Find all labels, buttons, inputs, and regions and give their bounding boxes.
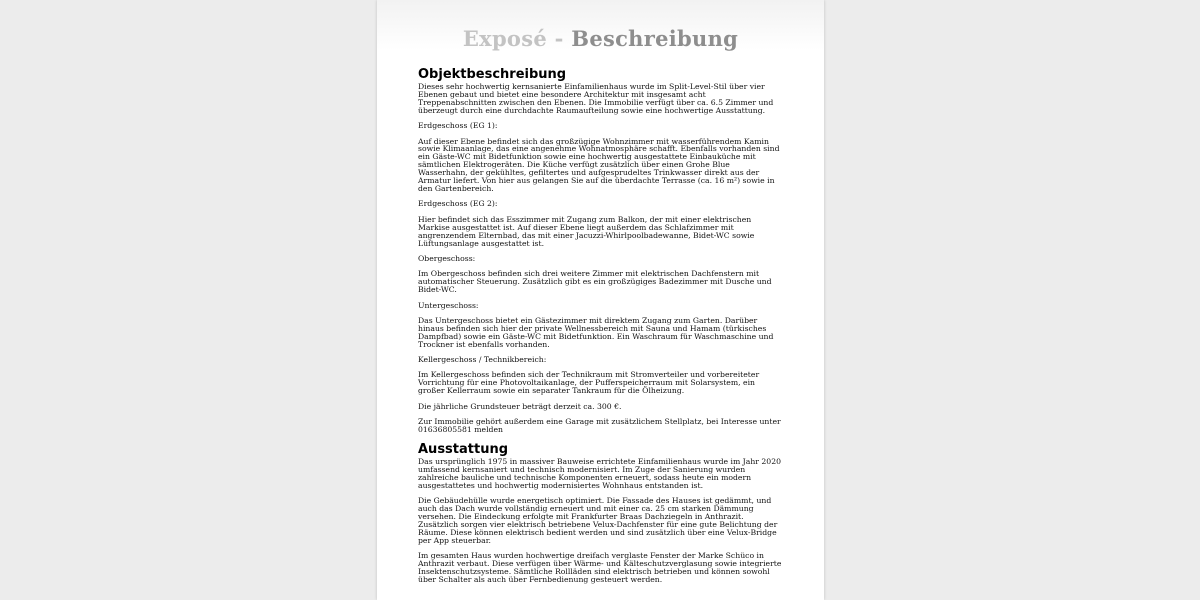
floor-label: Kellergeschoss / Technikbereich: [418,355,547,365]
title-main: Beschreibung [571,26,739,51]
paragraph: Im Kellergeschoss befinden sich der Technikraum mit Stromverteiler und vorbereiteter Vorrichtung für eine Photovoltaikanlage, der Pufferspeicherraum mit Solarsystem, ein großer Kellerraum sowie ein separater Tankraum für die Ölheizung. [418,370,760,396]
floor-label: Erdgeschoss (EG 2): [418,199,498,209]
section-objektbeschreibung [418,67,782,434]
paragraph: Hier befindet sich das Esszimmer mit Zugang zum Balkon, der mit einer elektrischen Markise ausgestattet ist. Auf dieser Ebene liegt außerdem das Schlafzimmer mit angrenzendem Elternbad, das mit einer Jacuzzi-Whirlpoolbadewanne, Bidet-WC sowie Lüftungsanlage ausgestattet ist. [418,214,755,248]
section-ausstattung [418,442,782,584]
floor-label: Untergeschoss: [418,300,479,310]
paragraph: Im gesamten Haus wurden hochwertige dreifach verglaste Fenster der Marke Schüco in Anthrazit verbaut. Diese verfügen über Wärme- und Kälteschutzverglasung sowie integrierte Insektenschutzsysteme. Sämtliche Rollläden sind elektrisch betrieben und können sowohl über Schalter als auch über Fernbedienung gesteuert werden. [418,550,782,584]
paragraph: Im Obergeschoss befinden sich drei weitere Zimmer mit elektrischen Dachfenstern mit automatischer Steuerung. Zusätzlich gibt es ein großzügiges Badezimmer mit Dusche und Bidet-WC. [418,269,772,295]
section-heading: Objektbeschreibung [418,67,567,82]
document-body [418,67,782,591]
paragraph: Das Untergeschoss bietet ein Gästezimmer mit direktem Zugang zum Garten. Darüber hinaus befinden sich hier der private Wellnessbereich mit Sauna und Hamam (türkisches Dampfbad) sowie ein Gäste-WC mit Bidetfunktion. Ein Waschraum für Waschmaschine und Trockner ist ebenfalls vorhanden. [418,315,774,349]
document-title [377,26,824,51]
paragraph: Die jährliche Grundsteuer beträgt derzeit ca. 300 €. [418,401,622,411]
paragraph: Die Gebäudehülle wurde energetisch optimiert. Die Fassade des Hauses ist gedämmt, und auch das Dach wurde vollständig erneuert und mit einer ca. 25 cm starken Dämmung versehen. Die Eindeckung erfolgte mit Frankfurter Braas Dachziegeln in Anthrazit. Zusätzlich sorgen vier elektrisch betriebene Velux-Dachfenster für eine gute Belichtung der Räume. Diese können elektrisch bedient werden und sind zusätzlich über eine Velux-Bridge per App steuerbar. [418,496,778,545]
title-prefix: Exposé - [462,26,564,51]
paragraph: Auf dieser Ebene befindet sich das großzügige Wohnzimmer mit wasserführendem Kamin sowie Klimaanlage, das eine angenehme Wohnatmosphäre schafft. Ebenfalls vorhanden sind ein Gäste-WC mit Bidetfunktion sowie eine hochwertig ausgestattete Einbauküche mit sämtlichen Elektrogeräten. Die Küche verfügt zusätzlich über einen Grohe Blue Wasserhahn, der gekühltes, gefiltertes und aufgesprudeltes Trinkwasser direkt aus der Armatur liefert. Von hier aus gelangen Sie auf die überdachte Terrasse (ca. 16 m²) sowie in den Gartenbereich. [418,136,780,193]
floor-label: Obergeschoss: [418,253,476,263]
paragraph: Zur Immobilie gehört außerdem eine Garage mit zusätzlichem Stellplatz, bei Interesse unter 01636805581 melden [418,417,781,434]
document-page [377,0,824,600]
section-heading: Ausstattung [418,441,509,457]
floor-label: Erdgeschoss (EG 1): [418,121,498,131]
paragraph: Das ursprünglich 1975 in massiver Bauweise errichtete Einfamilienhaus wurde im Jahr 2020 umfassend kernsaniert und technisch modernisiert. Im Zuge der Sanierung wurden zahlreiche bauliche und technische Komponenten erneuert, sodass heute ein modern ausgestattetes und hochwertig modernisiertes Wohnhaus entstanden ist. [418,456,781,490]
paragraph: Dieses sehr hochwertig kernsanierte Einfamilienhaus wurde im Split-Level-Stil über vier Ebenen gebaut und bietet eine besondere Architektur mit insgesamt acht Treppenabschnitten zwischen den Ebenen. Die Immobilie verfügt über ca. 6.5 Zimmer und überzeugt durch eine durchdachte Raumaufteilung sowie eine hochwertige Ausstattung. [418,82,774,115]
